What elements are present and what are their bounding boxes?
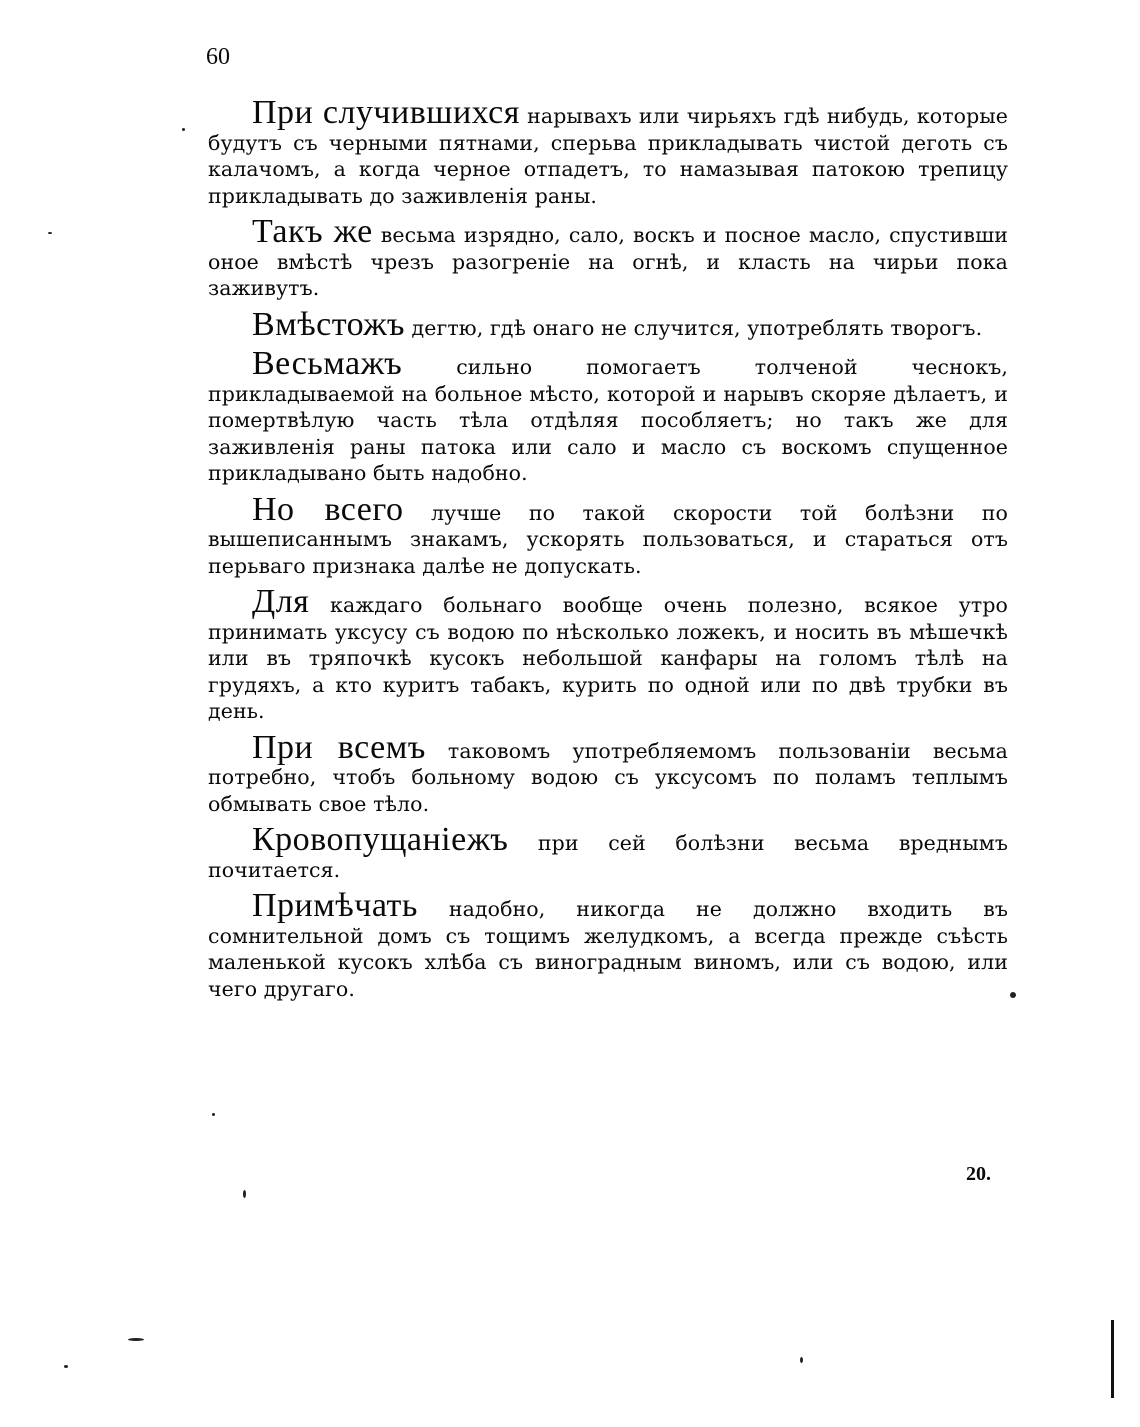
ink-speck xyxy=(128,1338,144,1341)
paragraph-lead: Кровопущаніежъ xyxy=(252,821,509,858)
paragraph-lead: Такъ же xyxy=(252,213,373,250)
paragraph xyxy=(208,728,1009,818)
ink-speck xyxy=(800,1357,803,1363)
ink-speck xyxy=(182,128,185,131)
page-edge-mark xyxy=(1111,1320,1114,1398)
paragraph xyxy=(208,345,1008,487)
paragraph-lead: Вмѣстожъ xyxy=(252,305,405,343)
paragraph xyxy=(208,821,1008,883)
ink-speck xyxy=(64,1365,68,1368)
body-text xyxy=(208,94,1009,1012)
paragraph-text: таковомъ употребляемомъ пользованіи весьма потребно, чтобъ больному водою съ уксусомъ по поламъ теплымъ обмывать свое тѣло. xyxy=(208,738,1009,816)
paragraph xyxy=(208,583,1008,725)
catchword: 20. xyxy=(966,1163,991,1185)
paragraph-lead: Примѣчать xyxy=(252,887,418,924)
paragraph-text: сильно помогаетъ толченой чеснокъ, прикладываемой на больное мѣсто, которой и нарывъ скоряе дѣлаетъ, и помертвѣлую часть тѣла отдѣляя пособляетъ; но такъ же для заживленія раны патока или сало и масло съ воскомъ спущенное прикладывано быть надобно. xyxy=(208,355,1008,485)
paragraph xyxy=(208,94,1008,209)
paragraph-lead: При всемъ xyxy=(252,728,426,766)
ink-speck xyxy=(48,232,52,234)
paragraph-lead: Весьмажъ xyxy=(252,345,403,382)
paragraph xyxy=(208,213,1008,302)
paragraph xyxy=(208,305,1008,343)
paragraph-text: лучше по такой скорости той болѣзни по вышеписаннымъ знакамъ, ускорять пользоваться, и стараться отъ перьваго признака далѣе не допускать. xyxy=(208,500,1008,578)
ink-speck xyxy=(212,1113,215,1116)
paragraph-text: дегтю, гдѣ онаго не случится, употреблять творогъ. xyxy=(404,315,983,340)
paragraph-text: весьма изрядно, сало, воскъ и посное масло, спустивши оное вмѣстѣ чрезъ разогреніе на огнѣ, и класть на чирьи пока заживутъ. xyxy=(208,223,1008,300)
paragraph xyxy=(208,887,1008,1002)
paragraph-lead: При случившихся xyxy=(252,94,520,131)
paragraph-text: каждаго больнаго вообще очень полезно, всякое утро принимать уксусу съ водою по нѣсколько ложекъ, и носить въ мѣшечкѣ или въ тряпочкѣ кусокъ небольшой канфары на голомъ тѣлѣ на грудяхъ, а кто куритъ табакъ, курить по одной или по двѣ трубки въ день. xyxy=(208,593,1008,723)
page-number: 60 xyxy=(206,44,230,70)
paragraph-text: при сей болѣзни весьма вреднымъ почитается. xyxy=(208,831,1008,882)
ink-speck xyxy=(1010,992,1016,998)
paragraph-lead: Для xyxy=(252,583,310,620)
ink-speck xyxy=(243,1190,246,1198)
paragraph-text: надобно, никогда не должно входить въ сомнительной домъ съ тощимъ желудкомъ, а всегда прежде съѣсть маленькой кусокъ хлѣба съ виноградным виномъ, или съ водою, или чего другаго. xyxy=(208,897,1008,1001)
paragraph-lead: Но всего xyxy=(252,490,404,528)
paragraph-text: нарывахъ или чирьяхъ гдѣ нибудь, которые будутъ съ черными пятнами, сперьва прикладывать чистой деготь съ калачомъ, а когда черное отпадетъ, то намазывая патокою трепицу прикладывать до заживленія раны. xyxy=(208,104,1008,208)
paragraph xyxy=(208,490,1008,580)
